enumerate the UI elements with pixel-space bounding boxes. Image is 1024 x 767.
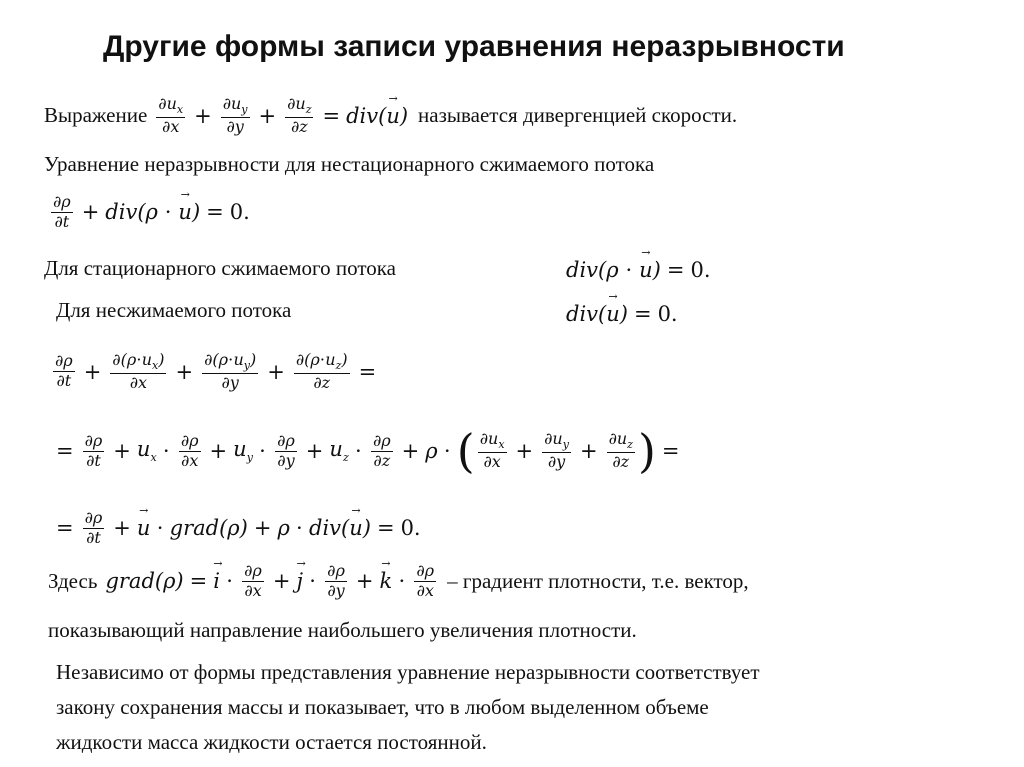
divergence-formula: $\partial u_x$ ∂x + $\frac{\partial u_y}{\partial y}$ + $\frac{\partial u_z}{\partial z}$ = div(→ u)	[153, 96, 408, 136]
incompressible-equation: div(→ u) = 0.	[566, 302, 678, 326]
expanded-equation-line1: ∂ρ ∂t + $\frac{\partial(\rho\cdot u_x)}{\partial x}$ + $\frac{\partial(\rho\cdot u_y)}{\partial y}$ + $\frac{\partial(\rho\cdot u_z)}{\partial z}$ =	[55, 350, 377, 392]
conclusion-line3: жидкости масса жидкости остается постоянной.	[56, 730, 487, 754]
stationary-equation: div(ρ ⋅ → u) = 0.	[566, 258, 711, 282]
stationary-label: Для стационарного сжимаемого потока	[44, 256, 396, 280]
divergence-prefix: Выражение	[44, 103, 148, 128]
divergence-suffix: называется дивергенцией скорости.	[418, 103, 738, 128]
incompressible-label: Для несжимаемого потока	[56, 298, 292, 322]
conclusion-line2: закону сохранения массы и показывает, что в любом выделенном объеме	[56, 695, 709, 719]
gradient-explanation: показывающий направление наибольшего увеличения плотности.	[48, 618, 637, 642]
gradient-formula: grad(ρ) = → i ⋅ ∂ρ ∂x + → j ⋅ ∂ρ ∂y + → k ⋅ ∂ρ ∂x	[105, 563, 439, 600]
expanded-equation-line3: = $\frac{\partial\rho}{\partial t}$ + → u ⋅ grad(ρ) + ρ ⋅ div(→ u) = 0.	[56, 510, 421, 547]
gradient-suffix: – градиент плотности, т.е. вектор,	[447, 568, 749, 593]
unsteady-equation: ∂ρ ∂t + div(ρ ⋅ → u) = 0.	[48, 194, 250, 231]
expanded-equation-line2: = $\frac{\partial\rho}{\partial t}$ + $u_x$ ⋅ ∂ρ ∂x + $u_y$ ⋅ ∂ρ ∂y + $u_z$ ⋅ ∂ρ ∂z + ρ ⋅ ( $\partial u_x$ ∂x + $\frac{\partial u_y}{\partial y}$ + $\frac{\partial u_z}{\partial z}$ ) =	[56, 424, 680, 478]
unsteady-heading: Уравнение неразрывности для нестационарного сжимаемого потока	[44, 152, 655, 176]
gradient-prefix: Здесь	[48, 568, 98, 593]
slide-title: Другие формы записи уравнения неразрывности	[103, 30, 845, 63]
divergence-definition	[44, 96, 737, 136]
gradient-definition	[48, 563, 749, 600]
conclusion-line1: Независимо от формы представления уравнение неразрывности соответствует	[56, 660, 760, 684]
